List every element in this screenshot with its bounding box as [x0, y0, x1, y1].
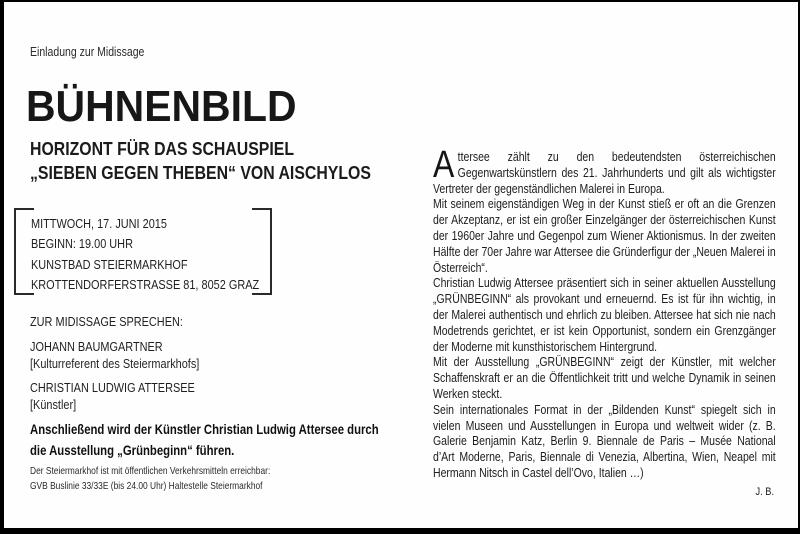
event-venue: KUNSTBAD STEIERMARKHOF: [31, 256, 188, 272]
guided-tour-note: Anschließend wird der Künstler Christian Ludwig Attersee durch die Ausstellung „Grünbeginn“ führen.: [30, 422, 379, 458]
transport-info-line-1: Der Steiermarkhof ist mit öffentlichen Verkehrsmitteln erreichbar:: [30, 465, 271, 477]
speaker-role: [Künstler]: [30, 396, 77, 412]
article-paragraph: [433, 144, 776, 197]
subtitle-line-2: „SIEBEN GEGEN THEBEN“ VON AISCHYLOS: [30, 162, 371, 183]
speaker-name: JOHANN BAUMGARTNER: [30, 339, 163, 354]
speaker-name: CHRISTIAN LUDWIG ATTERSEE: [30, 380, 195, 395]
speakers-heading: ZUR MIDISSAGE SPRECHEN:: [30, 314, 183, 329]
event-time: BEGINN: 19.00 UHR: [31, 236, 133, 252]
drop-cap: A: [433, 144, 455, 186]
speaker-role: [Kulturreferent des Steiermarkhofs]: [30, 355, 200, 371]
transport-info-line-2: GVB Buslinie 33/33E (bis 24.00 Uhr) Haltestelle Steiermarkhof: [30, 480, 263, 492]
article-paragraph-text: ttersee zählt zu den bedeutendsten österreichischen Gegenwartskünstlern des 21. Jahrhunderts und gilt als wichtigster Vertreter der gegenständlichen Malerei in Europa.: [433, 150, 776, 196]
event-details-box: [31, 214, 259, 296]
speaker-entry: [30, 380, 195, 413]
event-address: KROTTENDORFERSTRASSE 81, 8052 GRAZ: [31, 277, 260, 293]
article-paragraph: Christian Ludwig Attersee präsentiert sich in seiner aktuellen Ausstellung „GRÜNBEGINN“ als provokant und erneuernd. Es ist für ihn wichtig, in der Malerei authentisch und ehrlich zu bleiben. Attersee hat sich nie nach Modetrends gerichtet, er ist kein Opportunist, sondern ein Grenzgänger der Moderne mit kunsthistorischem Hintergrund.: [433, 276, 776, 354]
author-initials: J. B.: [755, 485, 775, 498]
speaker-entry: [30, 339, 199, 372]
article-paragraph: Mit der Ausstellung „GRÜNBEGINN“ zeigt der Künstler, mit welcher Schaffenskraft er an die Öffentlichkeit tritt und welche Dynamik in seinen Werken steckt.: [433, 355, 776, 401]
article-paragraph: Sein internationales Format in der „Bildenden Kunst“ spiegelt sich in vielen Museen und Ausstellungen in Europa und weltweit wider (z. B. Galerie Benjamin Katz, Berlin 9. Biennale de Paris – Musée National d’Art Moderne, Paris, Biennale di Venezia, Albertina, Wien, Neapel mit Hermann Nitsch in Castel dell’Ovo, Italien …): [433, 402, 776, 480]
artist-bio-article: [433, 144, 776, 501]
article-paragraph: Mit seinem eigenständigen Weg in der Kunst stieß er oft an die Grenzen der Akzeptanz, er ist ein großer Einzelgänger der österreichischen Kunst der 1960er Jahre und Gegenpol zum Wiener Aktionismus. In der zweiten Hälfte der 70er Jahre war Attersee die Gründerfigur der „Neuen Malerei in Österreich“.: [433, 197, 776, 275]
eyebrow-label: Einladung zur Midissage: [30, 45, 145, 59]
transport-info: [30, 464, 270, 494]
event-date: MITTWOCH, 17. JUNI 2015: [31, 216, 167, 231]
page-title: BÜHNENBILD: [26, 82, 297, 131]
subtitle: [30, 138, 371, 185]
subtitle-line-1: HORIZONT FÜR DAS SCHAUSPIEL: [30, 139, 295, 159]
